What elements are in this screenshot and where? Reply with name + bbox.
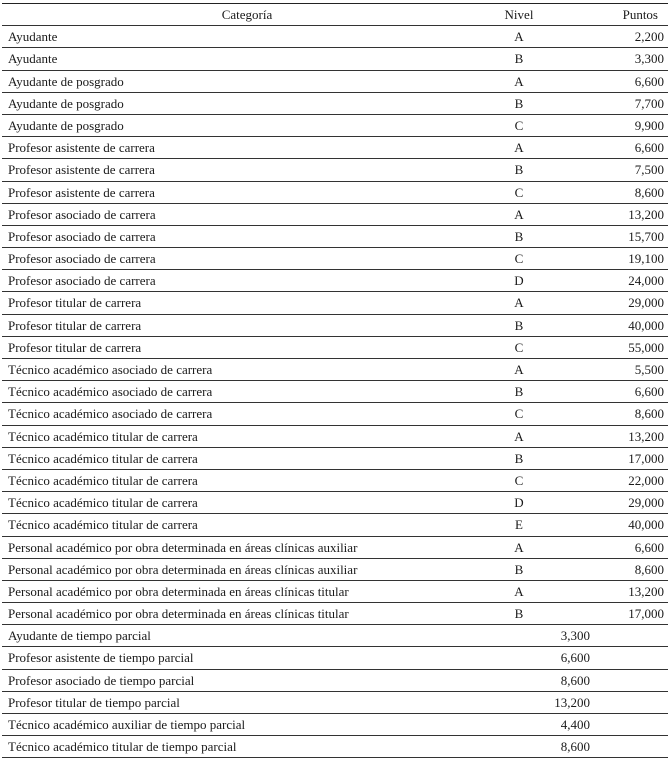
cell-puntos: 6,600 [634,73,664,89]
cell-nivel: C [514,251,524,267]
cell-puntos: 17,000 [628,606,664,622]
cell-nivel: E [515,517,523,533]
table-row [2,270,668,292]
table-row [2,736,668,758]
cell-nivel: C [514,117,524,133]
table-row [2,115,668,137]
table-row [2,537,668,559]
cell-categoria: Profesor titular de carrera [8,339,142,355]
cell-nivel: D [514,495,524,511]
cell-puntos-merged: 6,600 [560,650,590,666]
table-row [2,248,668,270]
table-row [2,448,668,470]
cell-nivel: A [514,73,524,89]
cell-nivel: A [514,295,524,311]
table-row [2,426,668,448]
cell-categoria: Profesor asociado de carrera [8,206,156,222]
table-row [2,159,668,181]
cell-categoria: Profesor titular de tiempo parcial [8,694,180,710]
cell-puntos: 40,000 [628,517,664,533]
cell-nivel: A [514,362,524,377]
table-row [2,182,668,204]
cell-categoria: Ayudante [8,51,58,67]
table-body [2,26,668,758]
cell-puntos: 5,500 [634,362,664,377]
cell-puntos: 13,200 [628,206,664,222]
cell-puntos: 8,600 [634,561,664,577]
cell-categoria: Profesor asociado de carrera [8,251,156,267]
points-table [2,3,668,758]
cell-puntos: 7,500 [634,162,664,178]
table-row [2,692,668,714]
cell-puntos: 19,100 [628,251,664,267]
table-row [2,625,668,647]
cell-puntos: 2,200 [634,29,664,45]
cell-nivel: B [514,606,524,622]
cell-nivel: B [514,228,524,244]
cell-nivel: C [514,339,524,355]
cell-categoria: Profesor asistente de tiempo parcial [8,650,194,666]
table-row [2,492,668,514]
cell-puntos-merged: 8,600 [560,672,590,688]
cell-puntos: 6,600 [634,384,664,400]
cell-categoria: Técnico académico titular de carrera [8,428,198,444]
cell-categoria: Ayudante de posgrado [8,73,124,89]
table-row [2,603,668,625]
cell-categoria: Técnico académico titular de carrera [8,472,198,488]
cell-puntos: 3,300 [634,51,664,67]
cell-categoria: Ayudante de posgrado [8,95,124,111]
cell-categoria: Profesor asistente de carrera [8,184,155,200]
cell-categoria: Profesor titular de carrera [8,317,142,333]
table-row [2,514,668,536]
cell-puntos: 9,900 [634,117,664,133]
header-nivel: Nivel [504,7,534,22]
cell-puntos: 24,000 [628,273,664,289]
cell-categoria: Profesor asociado de tiempo parcial [8,672,195,688]
cell-nivel: A [514,206,524,222]
table-row [2,226,668,248]
cell-categoria: Ayudante de tiempo parcial [8,628,151,644]
cell-puntos-merged: 4,400 [560,717,590,732]
table-row [2,359,668,381]
table-row [2,93,668,115]
table-row [2,470,668,492]
table-row [2,26,668,48]
table-row [2,292,668,314]
cell-nivel: A [514,583,524,599]
cell-nivel: A [514,29,524,45]
cell-categoria: Personal académico por obra determinada en áreas clínicas auxiliar [8,539,358,555]
cell-nivel: B [514,95,524,111]
cell-categoria: Técnico académico asociado de carrera [8,384,213,400]
cell-nivel: B [514,561,524,577]
cell-puntos-merged: 8,600 [560,739,590,755]
table-row [2,48,668,70]
table-header [2,4,668,26]
header-categoria: Categoría [221,7,273,22]
table-row [2,137,668,159]
table-row [2,71,668,93]
cell-nivel: C [514,472,524,488]
cell-nivel: B [514,162,524,178]
cell-puntos: 7,700 [634,95,664,111]
table-row [2,204,668,226]
table-row [2,315,668,337]
cell-categoria: Ayudante de posgrado [8,117,124,133]
table-row [2,381,668,403]
cell-categoria: Técnico académico asociado de carrera [8,362,213,377]
cell-nivel: A [514,539,524,555]
cell-nivel: A [514,428,524,444]
cell-puntos: 40,000 [628,317,664,333]
cell-puntos-merged: 3,300 [560,628,590,644]
cell-categoria: Técnico académico titular de carrera [8,517,198,533]
cell-categoria: Profesor asociado de carrera [8,273,156,289]
cell-categoria: Personal académico por obra determinada en áreas clínicas auxiliar [8,561,358,577]
header-puntos: Puntos [622,7,658,22]
table-row [2,714,668,736]
cell-puntos: 29,000 [628,495,664,511]
table-row [2,559,668,581]
cell-nivel: B [514,51,524,67]
cell-nivel: C [514,184,524,200]
cell-puntos: 13,200 [628,428,664,444]
cell-nivel: A [514,140,524,156]
cell-puntos: 15,700 [628,228,664,244]
table-row [2,670,668,692]
cell-categoria: Profesor asistente de carrera [8,162,155,178]
cell-nivel: B [514,450,524,466]
cell-categoria: Profesor asistente de carrera [8,140,155,156]
cell-puntos: 22,000 [628,472,664,488]
cell-categoria: Ayudante [8,29,58,45]
cell-puntos: 17,000 [628,450,664,466]
cell-puntos: 29,000 [628,295,664,311]
cell-puntos: 6,600 [634,539,664,555]
cell-puntos-merged: 13,200 [554,694,590,710]
table-row [2,403,668,425]
cell-puntos: 55,000 [628,339,664,355]
cell-puntos: 8,600 [634,184,664,200]
cell-nivel: D [514,273,524,289]
cell-nivel: B [514,317,524,333]
cell-categoria: Personal académico por obra determinada en áreas clínicas titular [8,606,349,622]
cell-categoria: Técnico académico auxiliar de tiempo parcial [8,717,246,732]
cell-puntos: 13,200 [628,583,664,599]
cell-categoria: Técnico académico asociado de carrera [8,406,213,422]
cell-nivel: B [514,384,524,400]
cell-puntos: 6,600 [634,140,664,156]
cell-categoria: Técnico académico titular de carrera [8,495,198,511]
cell-categoria: Técnico académico titular de carrera [8,450,198,466]
cell-categoria: Técnico académico titular de tiempo parcial [8,739,237,755]
cell-categoria: Profesor asociado de carrera [8,228,156,244]
table-row [2,581,668,603]
table-row [2,337,668,359]
cell-categoria: Personal académico por obra determinada en áreas clínicas titular [8,583,349,599]
table-row [2,647,668,669]
cell-puntos: 8,600 [634,406,664,422]
cell-categoria: Profesor titular de carrera [8,295,142,311]
cell-nivel: C [514,406,524,422]
